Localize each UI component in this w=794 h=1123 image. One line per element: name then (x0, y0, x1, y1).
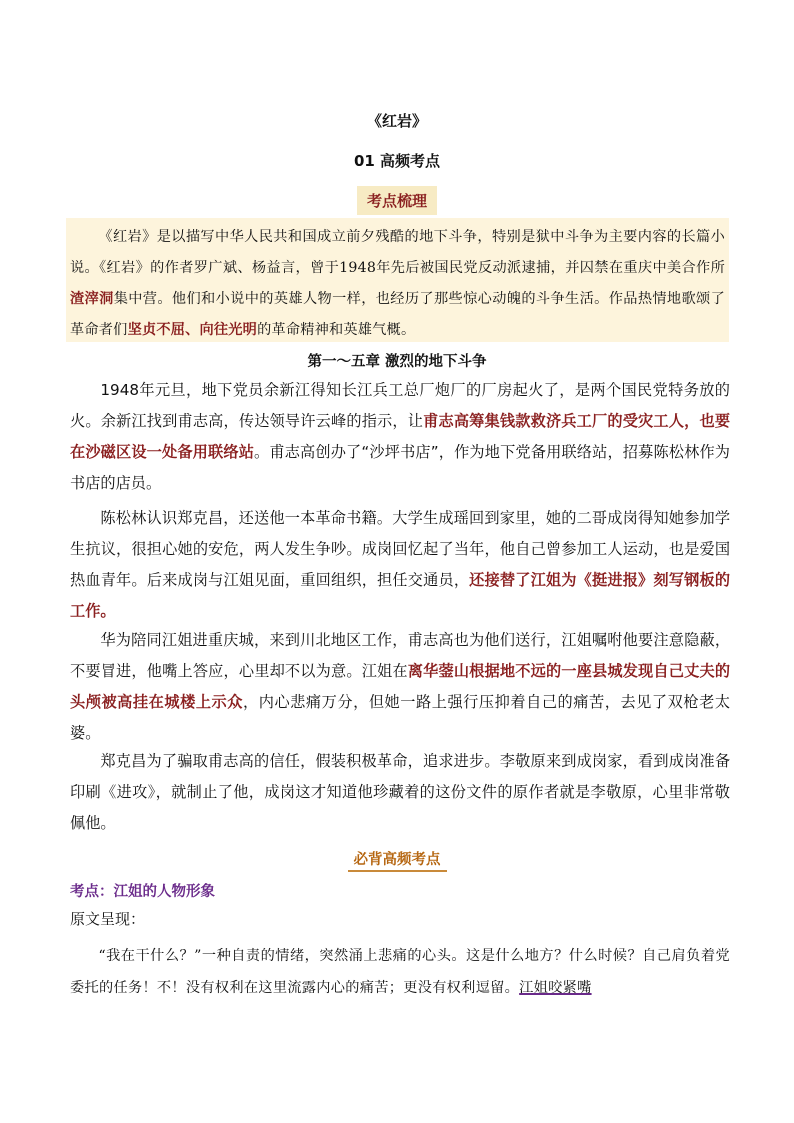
summary-highlight-2: 坚贞不屈、向往光明 (127, 322, 258, 338)
paragraph-3-text-c: ，内心悲痛万分，但她一路上强行压抑着自己的痛苦，去见了双枪老太婆。 (70, 693, 731, 742)
must-heading: 必背高频考点 (348, 848, 447, 872)
chapter-heading: 第一～五章 激烈的地下斗争 (307, 354, 487, 370)
quote-text: “我在干什么？”一种自责的情绪，突然涌上悲痛的心头。这是什么地方？什么时候？自己肩负着党委托的任务！不！没有权利在这里流露内心的痛苦；更没有权利逗留。 (70, 948, 730, 996)
paragraph-2-highlight: 还接替了江姐为《挺进报》刻写钢板的工作。 (70, 571, 731, 620)
quote-paragraph (70, 940, 730, 1004)
paragraph-3 (70, 625, 730, 749)
must-heading-row (0, 848, 794, 872)
badge-row (0, 186, 794, 215)
summary-badge: 考点梳理 (357, 186, 437, 215)
summary-box (66, 218, 729, 342)
paragraph-1-highlight: 甫志高筹集钱款救济兵工厂的受灾工人，也要在沙磁区设一处备用联络站 (70, 412, 731, 461)
paragraph-3-highlight: 离华蓥山根据地不远的一座县城发现自己丈夫的头颅被高挂在城楼上示众 (70, 662, 731, 711)
paragraph-4: 郑克昌为了骗取甫志高的信任，假装积极革命，追求进步。李敬原来到成岗家，看到成岗准备印刷《进攻》，就制止了他，成岗这才知道他珍藏着的这份文件的原作者就是李敬原，心里非常敬佩他。 (70, 752, 730, 832)
paragraph-1-text-c: 。甫志高创办了“沙坪书店”，作为地下党备用联络站，招募陈松林作为书店的店员。 (70, 443, 730, 492)
book-title: 《红岩》 (366, 112, 427, 130)
paragraph-2-text-a: 陈松林认识郑克昌，还送他一本革命书籍。大学生成瑶回到家里，她的二哥成岗得知她参加学生抗议，很担心她的安危，两人发生争吵。成岗回忆起了当年，他自己曾参加工人运动，也是爱国热血青年。后来成岗与江姐见面，重回组织，担任交通员， (70, 509, 730, 589)
paragraph-1 (70, 375, 730, 499)
summary-text-1: 《红岩》是以描写中华人民共和国成立前夕残酷的地下斗争，特别是狱中斗争为主要内容的长篇小说。《红岩》的作者罗广斌、杨益言，曾于1948年先后被国民党反动派逮捕，并囚禁在重庆中美合作所 (70, 229, 725, 276)
paragraph-2 (70, 503, 730, 627)
quote-underlined: 江姐咬紧嘴 (519, 980, 592, 996)
paragraph-3-text-a: 华为陪同江姐进重庆城，来到川北地区工作，甫志高也为他们送行，江姐嘱咐他要注意隐蔽，不要冒进，他嘴上答应，心里却不以为意。江姐在 (70, 631, 730, 680)
summary-text-2: 集中营。他们和小说中的英雄人物一样，也经历了那些惊心动魄的斗争生活。作品热情地歌颂了革命者们 (70, 291, 725, 338)
section-heading: 01 高频考点 (353, 152, 441, 170)
original-text-label: 原文呈现： (70, 910, 146, 928)
summary-text-3: 的革命精神和英雄气概。 (257, 322, 416, 338)
summary-highlight-1: 渣滓洞 (70, 291, 114, 307)
paragraph-1-text-a: 1948年元旦，地下党员余新江得知长江兵工总厂炮厂的厂房起火了，是两个国民党特务放的火。余新江找到甫志高，传达领导许云峰的指示，让 (70, 381, 730, 430)
key-point-label: 考点：江姐的人物形象 (70, 884, 215, 900)
